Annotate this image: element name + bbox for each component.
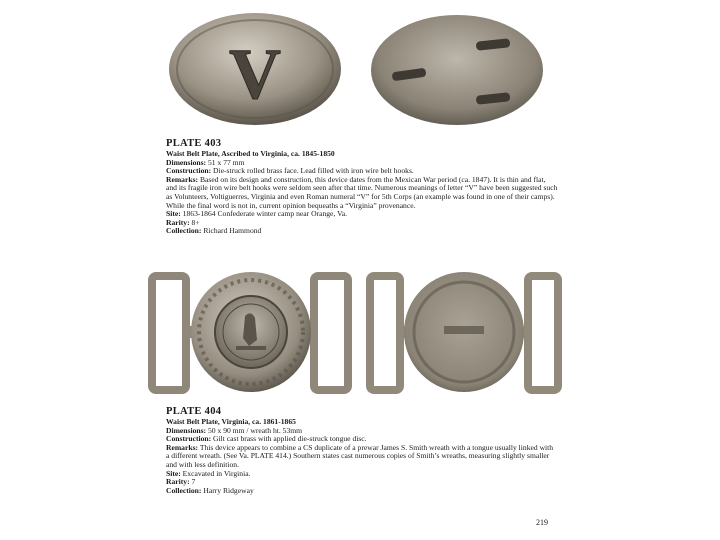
plate-403-front-photo: [166, 10, 344, 128]
plate-403-subtitle: Waist Belt Plate, Ascribed to Virginia, ca. 1845-1850: [166, 149, 335, 158]
plate-404-collection: Collection: Harry Ridgeway: [166, 485, 254, 495]
plate-404-site: Site: Excavated in Virginia.: [166, 468, 251, 478]
plate-404-back-photo: [366, 268, 564, 398]
page-number: 219: [536, 518, 548, 527]
plate-403-back-photo: [368, 12, 546, 128]
plate-404-dimensions: Dimensions: 50 x 90 mm / wreath ht. 53mm: [166, 425, 303, 435]
plate-403-heading: PLATE 403: [166, 138, 222, 149]
plate-404-caption: [166, 406, 558, 495]
plate-403-site: Site: 1863-1864 Confederate winter camp near Orange, Va.: [166, 209, 348, 219]
plate-404-subtitle: Waist Belt Plate, Virginia, ca. 1861-1865: [166, 417, 296, 426]
plate-403-dimensions: Dimensions: 51 x 77 mm: [166, 157, 245, 167]
plate-403-collection: Collection: Richard Hammond: [166, 226, 262, 236]
plate-404-heading: PLATE 404: [166, 406, 222, 417]
plate-403-remarks: Remarks: Based on its design and construction, this device dates from the Mexican War period (ca. 1847). It is thin and flat, and its fragile iron wire belt hooks were seldom seen after that time. Numerous meanings of letter “V” have been suggested such as Volunteers, Voltiguerres, Virginia and even Roman numeral “V” for 5th Corps (an example was found in one of their camps). While the final word is not in, current opinion bequeaths a “Virginia” provenance.: [166, 174, 558, 210]
plate-404-front-photo: [148, 268, 354, 398]
plate-404-construction: Construction: Gilt cast brass with applied die-struck tongue disc.: [166, 434, 367, 444]
plate-403-rarity: Rarity: 8+: [166, 217, 200, 227]
plate-403-caption: [166, 138, 558, 236]
plate-404-remarks: Remarks: This device appears to combine a CS duplicate of a prewar James S. Smith wreath with a tongue usually linked with a different wreath. (See Va. PLATE 414.) Southern states cast numerous copies of Smith’s wreaths, measuring slightly smaller and with less definition.: [166, 442, 554, 469]
plate-letter: V: [229, 34, 281, 114]
plate-403-construction: Construction: Die-struck rolled brass face. Lead filled with iron wire belt hooks.: [166, 166, 414, 176]
plate-404-rarity: Rarity: 7: [166, 477, 196, 487]
